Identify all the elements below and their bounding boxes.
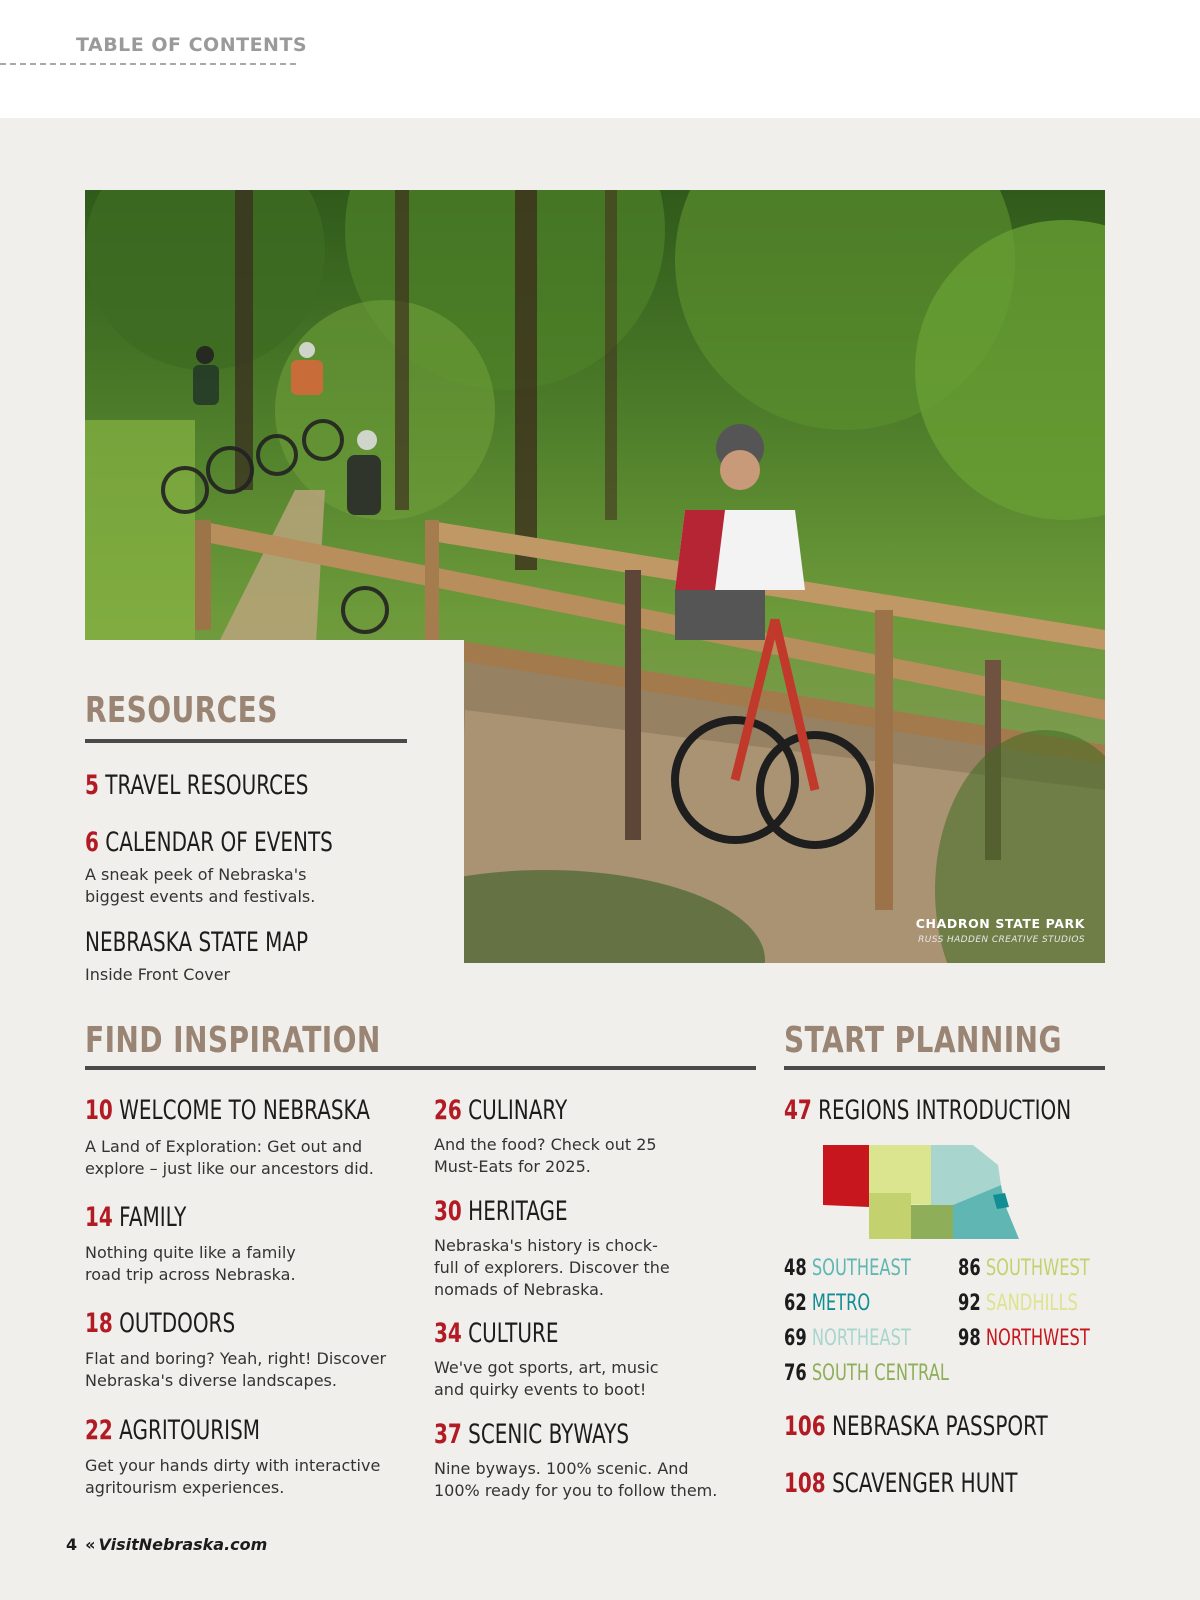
entry-page-number: 10 (85, 1095, 113, 1126)
footer-page-number: 4 (66, 1535, 78, 1554)
region-item-metro[interactable] (784, 1291, 870, 1316)
entry-page-number: 14 (85, 1202, 113, 1233)
entry-description: We've got sports, art, music and quirky events to boot! (434, 1358, 659, 1399)
entry-description: Nebraska's history is chock- full of explorers. Discover the nomads of Nebraska. (434, 1236, 670, 1299)
entry-scenic-byways[interactable] (434, 1419, 629, 1450)
entry-regions-introduction[interactable] (784, 1095, 1071, 1126)
region-item-sandhills[interactable] (958, 1291, 1078, 1316)
section-rule-resources (85, 739, 407, 743)
section-title-find-inspiration: FIND INSPIRATION (85, 1020, 381, 1061)
entry-title: CALENDAR OF EVENTS (105, 827, 333, 858)
entry-calendar-of-events[interactable] (85, 827, 333, 858)
region-item-southeast[interactable] (784, 1256, 911, 1281)
entry-title: CULINARY (468, 1095, 568, 1126)
entry-page-number: 26 (434, 1095, 462, 1126)
entry-agritourism[interactable] (85, 1415, 260, 1446)
map-region-northwest (823, 1145, 869, 1207)
entry-travel-resources[interactable] (85, 770, 308, 801)
region-page-number: 98 (958, 1326, 981, 1351)
entry-title: TRAVEL RESOURCES (105, 770, 309, 801)
entry-page-number: 22 (85, 1415, 113, 1446)
entry-nebraska-passport[interactable] (784, 1411, 1048, 1442)
entry-page-number: 34 (434, 1318, 462, 1349)
page-footer (66, 1535, 267, 1554)
page-header (0, 0, 1200, 118)
entry-title: CULTURE (468, 1318, 559, 1349)
region-page-number: 92 (958, 1291, 981, 1316)
region-item-northeast[interactable] (784, 1326, 911, 1351)
entry-title: SCENIC BYWAYS (468, 1419, 630, 1450)
entry-outdoors[interactable] (85, 1308, 235, 1339)
entry-description: Get your hands dirty with interactive agritourism experiences. (85, 1456, 381, 1497)
entry-family[interactable] (85, 1202, 186, 1233)
map-region-southwest (869, 1193, 911, 1239)
region-page-number: 69 (784, 1326, 807, 1351)
entry-description: And the food? Check out 25 Must-Eats for 2025. (434, 1135, 657, 1176)
photo-cutout (85, 640, 464, 963)
entry-page-number: 37 (434, 1419, 462, 1450)
region-name: SOUTHWEST (985, 1256, 1090, 1281)
region-page-number: 48 (784, 1256, 807, 1281)
double-chevron-left-icon: « (85, 1535, 93, 1554)
entry-state-map[interactable] (85, 927, 308, 958)
region-item-south-central[interactable] (784, 1361, 949, 1386)
map-region-south-central (911, 1205, 953, 1239)
entry-culture[interactable] (434, 1318, 558, 1349)
region-name: SANDHILLS (985, 1291, 1078, 1316)
region-page-number: 86 (958, 1256, 981, 1281)
entry-page-number: 18 (85, 1308, 113, 1339)
section-title-start-planning: START PLANNING (784, 1020, 1062, 1061)
entry-page-number: 106 (784, 1411, 826, 1442)
entry-title: HERITAGE (468, 1196, 568, 1227)
entry-description: Inside Front Cover (85, 965, 231, 984)
entry-page-number: 6 (85, 827, 99, 858)
entry-title: NEBRASKA STATE MAP (85, 927, 309, 958)
entry-title: OUTDOORS (119, 1308, 236, 1339)
region-page-number: 62 (784, 1291, 807, 1316)
section-rule-find-inspiration (85, 1066, 756, 1070)
region-item-northwest[interactable] (958, 1326, 1090, 1351)
region-name: SOUTH CENTRAL (811, 1361, 949, 1386)
entry-description: Flat and boring? Yeah, right! Discover Nebraska's diverse landscapes. (85, 1349, 387, 1390)
entry-title: AGRITOURISM (119, 1415, 260, 1446)
section-title-resources: RESOURCES (85, 690, 278, 731)
entry-title: WELCOME TO NEBRASKA (119, 1095, 370, 1126)
entry-title: REGIONS INTRODUCTION (818, 1095, 1072, 1126)
entry-heritage[interactable] (434, 1196, 568, 1227)
entry-welcome-to-nebraska[interactable] (85, 1095, 370, 1126)
toc-dashed-rule (0, 63, 296, 65)
entry-title: SCAVENGER HUNT (832, 1468, 1018, 1499)
entry-culinary[interactable] (434, 1095, 567, 1126)
entry-page-number: 30 (434, 1196, 462, 1227)
toc-label: TABLE OF CONTENTS (76, 34, 308, 56)
entry-page-number: 47 (784, 1095, 812, 1126)
entry-description: Nothing quite like a family road trip across Nebraska. (85, 1243, 296, 1284)
entry-page-number: 5 (85, 770, 99, 801)
photo-location-caption: CHADRON STATE PARK (915, 916, 1085, 931)
region-name: SOUTHEAST (811, 1256, 911, 1281)
region-name: NORTHEAST (811, 1326, 911, 1351)
footer-website-link[interactable]: VisitNebraska.com (98, 1535, 268, 1554)
nebraska-regions-map (823, 1145, 1023, 1245)
entry-description: Nine byways. 100% scenic. And 100% ready for you to follow them. (434, 1459, 718, 1500)
entry-title: NEBRASKA PASSPORT (832, 1411, 1048, 1442)
entry-page-number: 108 (784, 1468, 826, 1499)
region-name: METRO (811, 1291, 871, 1316)
entry-description: A Land of Exploration: Get out and explore – just like our ancestors did. (85, 1137, 374, 1178)
region-page-number: 76 (784, 1361, 807, 1386)
entry-scavenger-hunt[interactable] (784, 1468, 1017, 1499)
photo-credit: RUSS HADDEN CREATIVE STUDIOS (918, 935, 1085, 945)
entry-title: FAMILY (119, 1202, 187, 1233)
section-rule-start-planning (784, 1066, 1105, 1070)
region-name: NORTHWEST (985, 1326, 1090, 1351)
entry-description: A sneak peek of Nebraska's biggest events and festivals. (85, 865, 316, 906)
region-item-southwest[interactable] (958, 1256, 1090, 1281)
